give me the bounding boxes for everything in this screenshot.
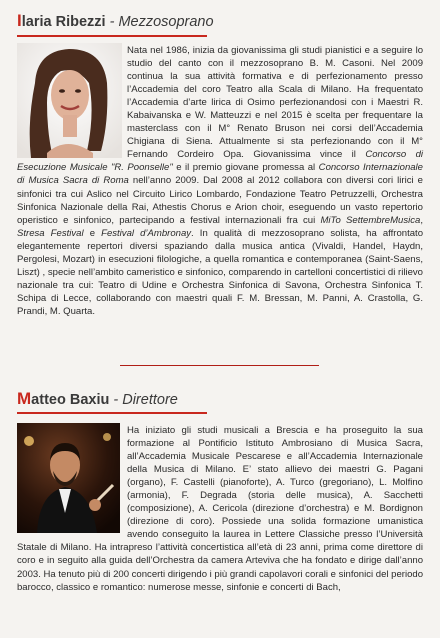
bio-text: e il premio giovane promessa al bbox=[172, 162, 319, 174]
name-initial: M bbox=[17, 389, 32, 408]
photo-spacer bbox=[17, 424, 124, 537]
artist-bio bbox=[17, 424, 423, 594]
artist-heading bbox=[17, 11, 214, 31]
heading-underline bbox=[17, 412, 207, 414]
artist-name: laria Ribezzi bbox=[21, 14, 106, 30]
bio-text: , bbox=[420, 214, 423, 226]
separator: - bbox=[109, 392, 123, 408]
section-divider bbox=[120, 365, 319, 366]
bio-text: . In qualità di mezzosoprano solista, ha affrontato elegantemente repertori diversi spaziando dalla musica antica (Vivaldi, Handel, Haydn, Pergolesi, Mozart) in esecuzioni filologiche, a quella romantica e contemporanea (Saint-Saens, Liszt) , specie nell’ambito cameristico e sinfonico, comparendo in cartelloni concertistici di rilievo nazionale tra cui: Teatro di Udine e Orchestra Sinfonica di Savona, Orchestra Sinfonica T. Schipa di Lecce, collaborando con maestri quali F. M. Bressan, M. Panni, A. Crastolla, G. Prandi, M. Quarta. bbox=[17, 227, 424, 317]
festival-name: Stresa Festival bbox=[17, 227, 84, 239]
bio-text: Nata nel 1986, inizia da giovanissima gli studi pianistici e a seguire lo studio del canto con il mezzosoprano B. M. Casoni. Nel 2009 continua la sua attività formativa e di perfezionamento presso l’Accademia del coro Teatro alla Scala di Milano. Ha frequentato l’Accademia d’arte lirica di Osimo perfezionandosi con i Maestri R. Kabaivanska e W. Matteuzzi e nel 2015 è scelta per frequentare la masterclass con il M° Renato Bruson nei corsi dell’Accademia Chigiana di Siena. Attualmente si sta perfezionando con il M° Fernando Cordeiro Opa. Giovanissima vince il bbox=[127, 45, 423, 161]
photo-spacer bbox=[17, 44, 123, 160]
artist-name: atteo Baxiu bbox=[31, 392, 110, 408]
separator: - bbox=[105, 14, 119, 30]
artist-heading bbox=[17, 389, 178, 409]
festival-name: MiTo SettembreMusica bbox=[320, 214, 421, 226]
name-initial: I bbox=[17, 11, 22, 30]
bio-text: Ha iniziato gli studi musicali a Brescia e ha proseguito la sua formazione al Pontificio Istituto Ambrosiano di Musica Sacra, all’Accademia Musicale Pescarese e all’Accademia Internazionale della Musica di Milano. E’ stato allievo dei maestri G. Pagani (organo), F. Castelli (pianoforte), A. Turco (gregoriano), L. Molfino (armonia), F. Degrada (storia delle musica), A. Sacchetti (composizione), A. Cericola (direzione d’orchestra) e M. Bordignon (direzione di coro). Possiede una solida formazione umanistica avendo conseguito la laurea in Lettere Classiche presso l’Università Statale di Milano. Ha intrapreso l’attività concertistica all’età di 23 anni, prima come direttore di coro e in seguito alla guida dell’Orchestra da camera Arteviva che ha fondato e dirige dall’anno 2003. Ha tenuto più di 200 concerti dirigendo i più grandi capolavori corali e sinfonici del periodo barocco, classico e romantico: numerose messe, sinfonie e concerti di Bach, bbox=[17, 425, 423, 593]
artist-role: Direttore bbox=[122, 392, 178, 408]
artist-bio bbox=[17, 44, 423, 318]
competition-name: Concorso Internazionale di Musica Sacra di Roma bbox=[17, 162, 423, 187]
artist-role: Mezzosoprano bbox=[118, 14, 214, 30]
award-name: Concorso di Esecuzione Musicale "R. Poonselle" bbox=[17, 149, 424, 174]
bio-text: e bbox=[83, 227, 102, 239]
festival-name: Festival d’Ambronay bbox=[101, 227, 192, 239]
heading-underline bbox=[17, 35, 207, 37]
bio-text: nell’anno 2009. Dal 2008 al 2012 collabora con diversi cori lirici e sinfonici tra cui Aslico nel Circuito Lirico Lombardo, Fondazione Teatro Petruzzelli, Orchestra Sinfonica Nazionale della Rai, Athestis Chorus e Arion choir, eseguendo un vasto repertorio operistico e sinfonico, partecipando a festival internazionali fra cui bbox=[17, 175, 423, 226]
